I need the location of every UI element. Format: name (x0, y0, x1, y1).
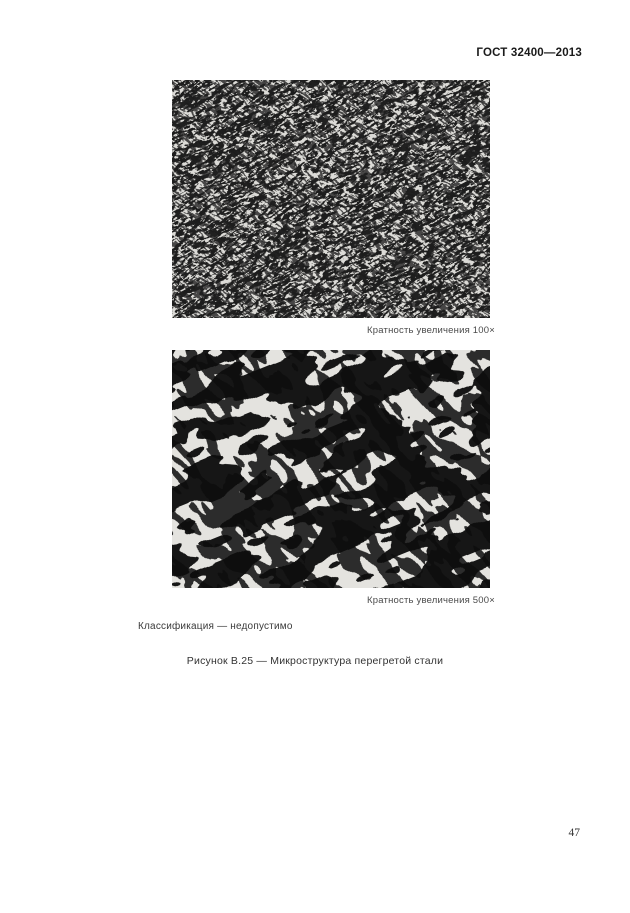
page-number: 47 (568, 827, 580, 839)
magnification-caption-500x: Кратность увеличения 500× (367, 595, 495, 606)
figure-caption: Рисунок В.25 — Микроструктура перегретой стали (186, 655, 444, 667)
micrograph-100x (172, 80, 490, 318)
micrograph-100x-image (172, 80, 490, 318)
page-header (0, 47, 582, 59)
micrograph-500x (172, 350, 490, 588)
classification-note: Классификация — недопустимо (138, 621, 293, 632)
magnification-caption-100x: Кратность увеличения 100× (367, 325, 495, 336)
standard-number: ГОСТ 32400—2013 (476, 47, 582, 59)
micrograph-500x-image (172, 350, 490, 588)
